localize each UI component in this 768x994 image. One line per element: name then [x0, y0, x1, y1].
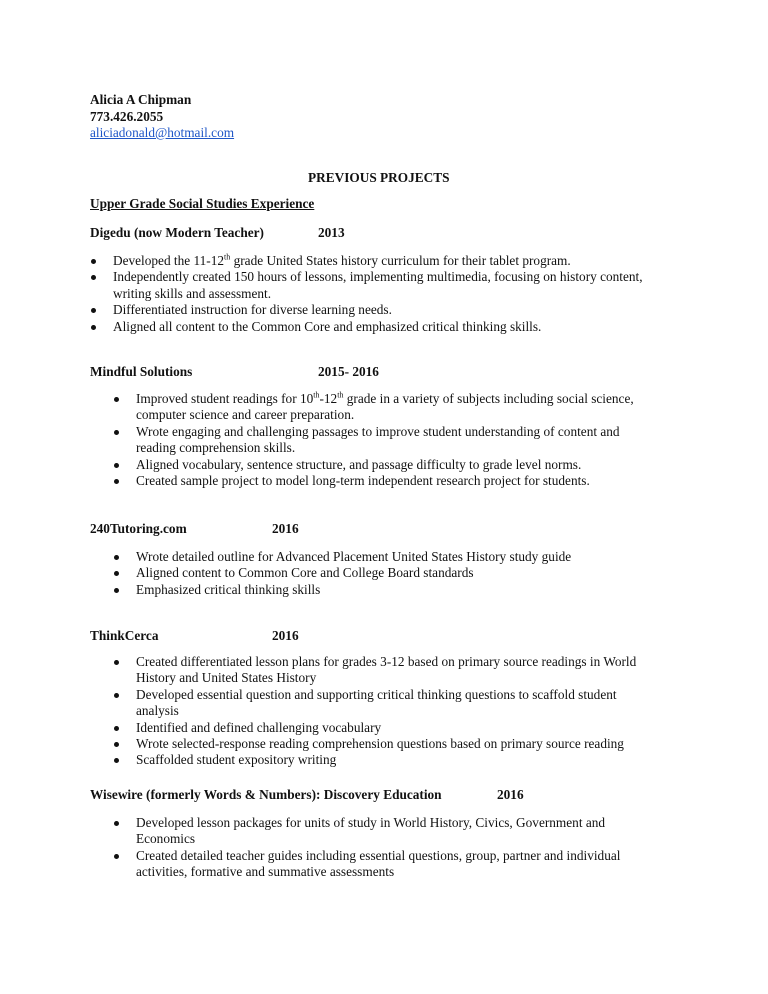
bullet-icon: [114, 821, 119, 826]
bullet-icon: [114, 397, 119, 402]
list-item: [90, 253, 690, 269]
bullet-text-continued: Economics: [136, 831, 196, 847]
subsection-heading: Upper Grade Social Studies Experience: [90, 196, 315, 211]
superscript: th: [313, 390, 320, 400]
bullet-icon: [91, 308, 96, 313]
bullet-icon: [114, 726, 119, 731]
list-item: [113, 457, 693, 473]
list-item: [113, 582, 693, 598]
bullet-text: Identified and defined challenging vocabulary: [136, 719, 382, 735]
bullet-text: Differentiated instruction for diverse learning needs.: [113, 302, 392, 318]
list-item: [90, 302, 690, 318]
bullet-text: Developed essential question and supporting critical thinking questions to scaffold student: [136, 686, 617, 702]
list-item: [113, 391, 693, 424]
project-bullets: [113, 654, 693, 769]
project-bullets: [113, 391, 693, 489]
bullet-icon: [114, 758, 119, 763]
bullet-icon: [114, 555, 119, 560]
list-item: [113, 720, 693, 736]
superscript: th: [224, 252, 231, 262]
list-item: [113, 473, 693, 489]
bullet-text: -12: [319, 391, 338, 406]
list-item: [113, 565, 693, 581]
bullet-icon: [114, 854, 119, 859]
bullet-text-continued: activities, formative and summative assessments: [136, 864, 395, 880]
bullet-text: Created sample project to model long-term independent research project for students.: [136, 473, 590, 489]
bullet-text: Scaffolded student expository writing: [136, 752, 337, 768]
project-org: 240Tutoring.com: [90, 521, 187, 536]
bullet-icon: [114, 742, 119, 747]
contact-name: Alicia A Chipman: [90, 92, 192, 107]
list-item: [113, 752, 693, 768]
bullet-icon: [114, 588, 119, 593]
project-year: 2016: [497, 787, 524, 802]
bullet-text: Improved student readings for 10: [136, 391, 314, 406]
bullet-text-continued: computer science and career preparation.: [136, 407, 355, 423]
bullet-text: Developed lesson packages for units of study in World History, Civics, Government and: [136, 815, 606, 830]
project-year: 2015- 2016: [318, 364, 379, 379]
bullet-text: Created detailed teacher guides including essential questions, group, partner and individual: [136, 847, 621, 863]
bullet-text-continued: analysis: [136, 703, 179, 719]
bullet-icon: [114, 479, 119, 484]
project-bullets: [113, 815, 693, 881]
project-year: 2016: [272, 628, 299, 643]
superscript: th: [337, 390, 344, 400]
project-org: Wisewire (formerly Words & Numbers): Discovery Education: [90, 787, 442, 802]
bullet-text: Aligned all content to the Common Core and emphasized critical thinking skills.: [113, 318, 542, 334]
bullet-icon: [114, 430, 119, 435]
project-org: ThinkCerca: [90, 628, 159, 643]
bullet-text: Created differentiated lesson plans for grades 3-12 based on primary source readings in World: [136, 654, 637, 669]
bullet-icon: [114, 660, 119, 665]
bullet-text: Wrote detailed outline for Advanced Placement United States History study guide: [136, 549, 572, 564]
list-item: [113, 687, 693, 720]
bullet-text: Wrote engaging and challenging passages to improve student understanding of content and: [136, 423, 620, 439]
list-item: [113, 736, 693, 752]
bullet-text: grade United States history curriculum for their tablet program.: [230, 253, 571, 268]
project-org: Mindful Solutions: [90, 364, 193, 379]
list-item: [90, 269, 690, 302]
bullet-text: Developed the 11-12: [113, 253, 225, 268]
bullet-text-continued: History and United States History: [136, 670, 317, 686]
contact-email-link[interactable]: aliciadonald@hotmail.com: [90, 125, 235, 140]
list-item: [113, 815, 693, 848]
list-item: [113, 848, 693, 881]
project-bullets: [113, 549, 693, 598]
list-item: [113, 654, 693, 687]
bullet-text: Independently created 150 hours of lessons, implementing multimedia, focusing on history content,: [113, 269, 643, 285]
bullet-icon: [91, 259, 96, 264]
bullet-icon: [91, 325, 96, 330]
bullet-icon: [114, 693, 119, 698]
project-year: 2016: [272, 521, 299, 536]
section-heading: PREVIOUS PROJECTS: [308, 170, 450, 185]
bullet-icon: [114, 571, 119, 576]
bullet-text: grade in a variety of subjects including social science,: [343, 391, 634, 406]
bullet-icon: [91, 275, 96, 280]
project-year: 2013: [318, 225, 345, 240]
bullet-text-continued: reading comprehension skills.: [136, 440, 296, 456]
bullet-text: Wrote selected-response reading comprehension questions based on primary source reading: [136, 736, 624, 752]
list-item: [90, 319, 690, 335]
bullet-icon: [114, 463, 119, 468]
project-org: Digedu (now Modern Teacher): [90, 225, 264, 240]
list-item: [113, 424, 693, 457]
contact-phone: 773.426.2055: [90, 109, 164, 124]
bullet-text: Aligned content to Common Core and College Board standards: [136, 565, 474, 581]
bullet-text: Emphasized critical thinking skills: [136, 581, 321, 597]
bullet-text-continued: writing skills and assessment.: [113, 285, 272, 301]
list-item: [113, 549, 693, 565]
bullet-text: Aligned vocabulary, sentence structure, and passage difficulty to grade level norms.: [136, 456, 582, 472]
project-bullets: [90, 253, 690, 335]
